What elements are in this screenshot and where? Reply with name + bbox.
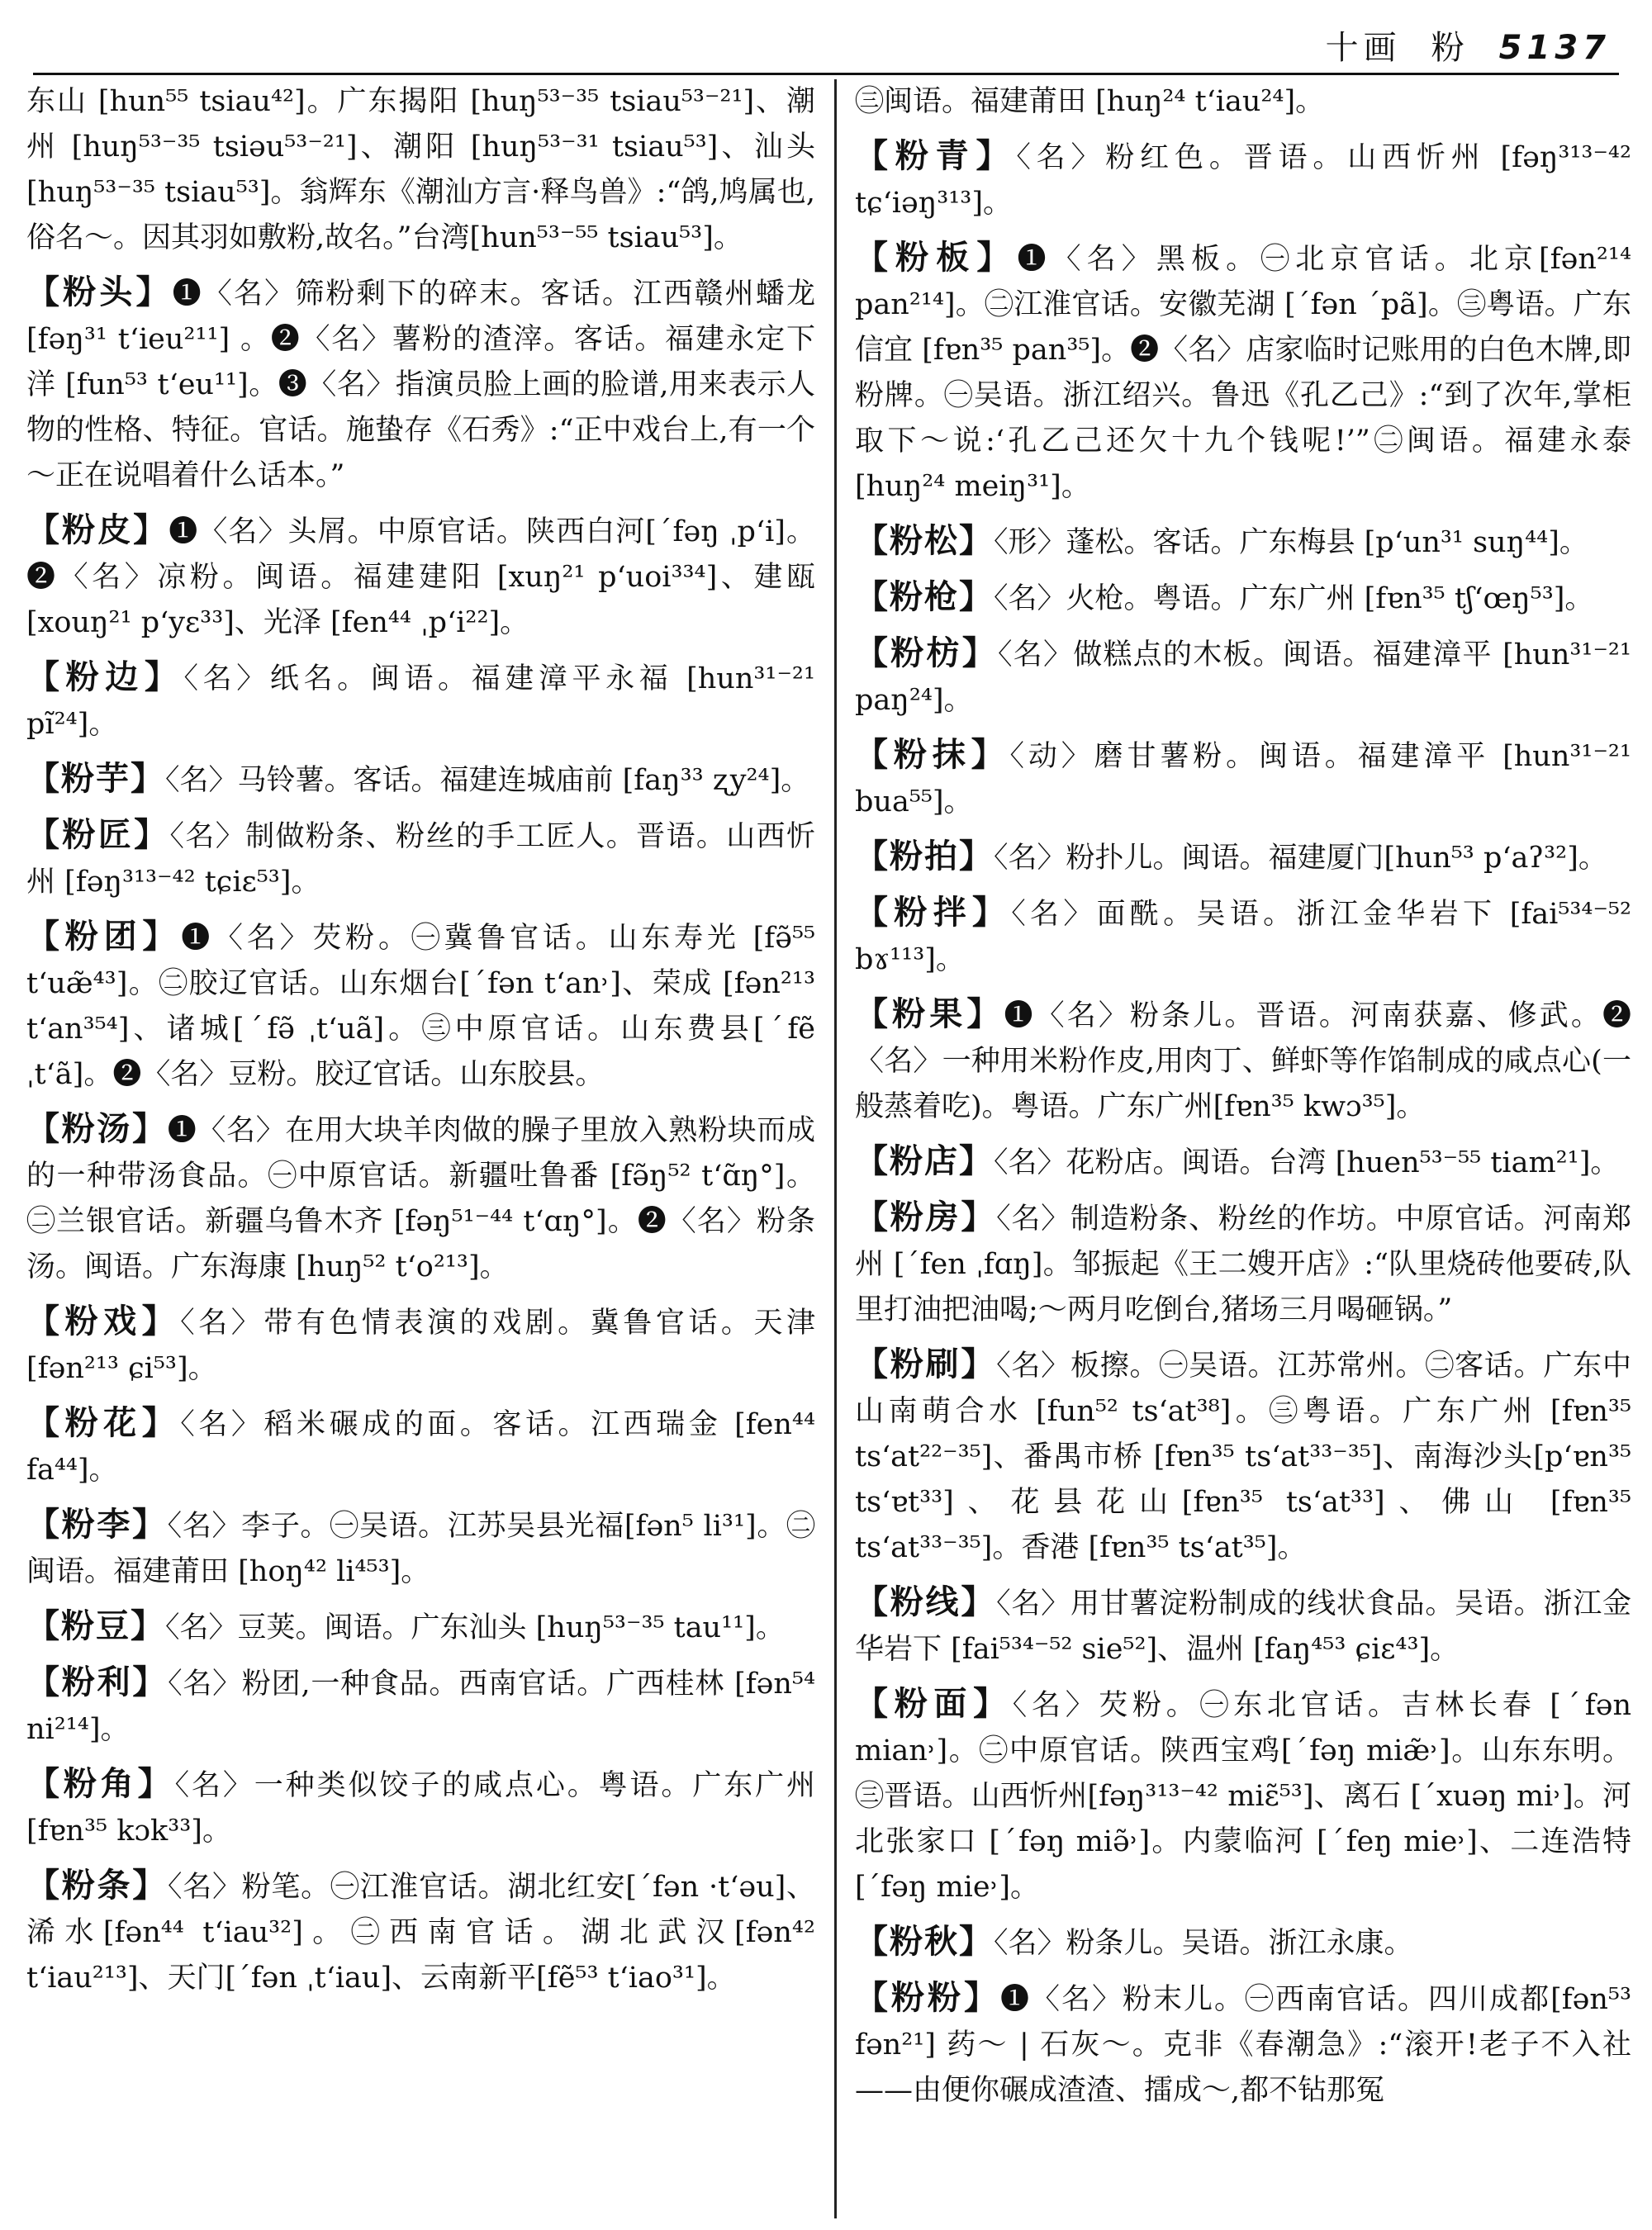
dictionary-entry <box>855 991 1631 1130</box>
entry-definition: ❶〈名〉黑板。㊀北京官话。北京[fən²¹⁴ pan²¹⁴]。㊁江淮官话。安徽芜湖 [ˊfən ˊpã]。㊂粤语。广东信宜 [fɐn³⁵ pan³⁵]。❷〈名〉店家临时记账用的白色木牌,即粉牌。㊀吴语。浙江绍兴。鲁迅《孔乙己》:“到了次年,掌柜取下～说:‘孔乙己还欠十九个钱呢!’”㊁闽语。福建永泰 [huŋ²⁴ meiŋ³¹]。 <box>855 243 1631 503</box>
entry-headword: 【粉面】 <box>855 1684 1013 1723</box>
entry-headword: 【粉松】 <box>855 521 994 560</box>
entry-definition: 〈名〉火枪。粤语。广东广州 [fɐn³⁵ tʃʻœŋ⁵³]。 <box>994 582 1594 615</box>
entry-headword: 【粉边】 <box>26 657 184 696</box>
entry-headword: 【粉房】 <box>855 1198 997 1236</box>
page-header <box>33 15 1619 75</box>
entry-headword: 【粉枪】 <box>855 577 994 616</box>
entry-definition: 〈名〉粉团,一种食品。西南官话。广西桂林 [fən⁵⁴ ni²¹⁴]。 <box>26 1668 815 1746</box>
entry-headword: 【粉花】 <box>26 1403 181 1442</box>
entry-definition: 〈名〉粉笔。㊀江淮官话。湖北红安[ˊfən ·tʻəu]、浠水[fən⁴⁴ tʻiau³²]。㊁西南官话。湖北武汉[fən⁴² tʻiau²¹³]、天门[ˊfən ˌtʻiau]、云南新平[fẽ⁵³ tʻiao³¹]。 <box>26 1871 815 1995</box>
dictionary-entry <box>26 1298 815 1392</box>
entry-headword: 【粉皮】 <box>26 510 169 549</box>
column-divider <box>834 79 837 2218</box>
dictionary-entry <box>855 1975 1631 2114</box>
entry-definition: 〈名〉芡粉。㊀东北官话。吉林长春 [ˊfən mian˒]。㊁中原官话。陕西宝鸡[ˊfəŋ miæ̃˒]。山东东明。㊂晋语。山西忻州[fəŋ³¹³⁻⁴² miɛ̃⁵³]、离石 [ˊxuəŋ mi˒]。河北张家口 [ˊfəŋ miə̃˒]。内蒙临河 [ˊfeŋ mie˒]、二连浩特[ˊfəŋ mie˒]。 <box>855 1689 1631 1904</box>
entry-headword: 【粉利】 <box>26 1663 169 1701</box>
entry-headword: 【粉秋】 <box>855 1922 994 1961</box>
entry-definition: 〈名〉带有色情表演的戏剧。冀鲁官话。天津 [fən²¹³ ɕi⁵³]。 <box>26 1307 815 1385</box>
dictionary-entry <box>855 133 1631 226</box>
entry-definition: ❶〈名〉芡粉。㊀冀鲁官话。山东寿光 [fə̃⁵⁵ tʻuæ̃⁴³]。㊁胶辽官话。山东烟台[ˊfən tʻan˒]、荣成 [fən²¹³ tʻan³⁵⁴]、诸城[ˊfə̃ ˌtʻuã]。㊂中原官话。山东费县[ˊfẽ ˌtʻã]。❷〈名〉豆粉。胶辽官话。山东胶县。 <box>26 922 815 1091</box>
entry-headword: 【粉匠】 <box>26 815 170 854</box>
entry-headword: 【粉团】 <box>26 917 182 956</box>
dictionary-entry <box>26 1502 815 1595</box>
dictionary-entry <box>26 1659 815 1753</box>
entry-definition: ❶〈名〉筛粉剩下的碎末。客话。江西赣州蟠龙 [fəŋ³¹ tʻieu²¹¹] 。❷〈名〉薯粉的渣滓。客话。福建永定下洋 [fun⁵³ tʻeu¹¹]。❸〈名〉指演员脸上画的脸谱,用来表示人物的性格、特征。官话。施蛰存《石秀》:“正中戏台上,有一个～正在说唱着什么话本。” <box>26 278 815 492</box>
entry-definition: 东山 [hun⁵⁵ tsiau⁴²]。广东揭阳 [huŋ⁵³⁻³⁵ tsiau⁵³⁻²¹]、潮州 [huŋ⁵³⁻³⁵ tsiəu⁵³⁻²¹]、潮阳 [huŋ⁵³⁻³¹ tsiau⁵³]、汕头[huŋ⁵³⁻³⁵ tsiau⁵³]。翁辉东《潮汕方言·释鸟兽》:“鸽,鸠属也,俗名～。因其羽如敷粉,故名。”台湾[hun⁵³⁻⁵⁵ tsiau⁵³]。 <box>26 85 815 254</box>
dictionary-entry <box>855 1681 1631 1910</box>
page-number: 5137 <box>1498 29 1611 67</box>
dictionary-entry <box>26 756 815 804</box>
dictionary-entry <box>26 79 815 261</box>
entry-definition: 〈名〉做糕点的木板。闽语。福建漳平 [hun³¹⁻²¹ paŋ²⁴]。 <box>855 638 1631 717</box>
dictionary-entry <box>26 913 815 1098</box>
entry-definition: 〈名〉板擦。㊀吴语。江苏常州。㊁客话。广东中山南萌合水 [fun⁵² tsʻat³⁸]。㊂粤语。广东广州 [fɐn³⁵ tsʻat²²⁻³⁵]、番禺市桥 [fɐn³⁵ tsʻat³³⁻³⁵]、南海沙头[pʻɐn³⁵ tsʻɐt³³]、花县花山[fɐn³⁵ tsʻat³³]、佛山 [fɐn³⁵ tsʻat³³⁻³⁵]。香港 [fɐn³⁵ tsʻat³⁵]。 <box>855 1350 1631 1564</box>
dictionary-entry <box>855 1341 1631 1571</box>
entry-definition: 〈名〉粉条儿。吴语。浙江永康。 <box>994 1927 1413 1960</box>
head-character: 粉 <box>1431 29 1469 67</box>
entry-headword: 【粉头】 <box>26 273 173 311</box>
entry-definition: ❶〈名〉头屑。中原官话。陕西白河[ˊfəŋ ˌpʻi]。❷〈名〉凉粉。闽语。福建建阳 [xuŋ²¹ pʻuoi³³⁴]、建瓯 [xouŋ²¹ pʻyɛ³³]、光泽 [fen⁴⁴ ˌpʻi²²]。 <box>26 515 815 639</box>
entry-headword: 【粉汤】 <box>26 1109 168 1148</box>
entry-definition: 〈形〉蓬松。客话。广东梅县 [pʻun³¹ suŋ⁴⁴]。 <box>994 526 1588 559</box>
entry-definition: 〈名〉用甘薯淀粉制成的线状食品。吴语。浙江金华岩下 [fai⁵³⁴⁻⁵² sie⁵²]、温州 [faŋ⁴⁵³ ɕiɛ⁴³]。 <box>855 1587 1631 1666</box>
entry-definition: 〈名〉李子。㊀吴语。江苏吴县光福[fən⁵ li³¹]。㊁闽语。福建莆田 [hoŋ⁴² li⁴⁵³]。 <box>26 1510 815 1588</box>
entry-definition: 〈名〉粉扑儿。闽语。福建厦门[hun⁵³ pʻaʔ³²]。 <box>994 842 1607 875</box>
entry-headword: 【粉条】 <box>26 1866 168 1905</box>
dictionary-entry <box>26 1862 815 2001</box>
entry-definition: 〈名〉制造粉条、粉丝的作坊。中原官话。河南郑州 [ˊfen ˌfɑŋ]。邹振起《王二嫂开店》:“队里烧砖他要砖,队里打油把油喝;～两月吃倒台,猪场三月喝砸锅。” <box>855 1203 1631 1326</box>
dictionary-entry <box>26 1761 815 1854</box>
dictionary-entry <box>855 732 1631 825</box>
entry-definition: ❶〈名〉粉条儿。晋语。河南获嘉、修武。❷〈名〉一种用米粉作皮,用肉丁、鲜虾等作馅制成的咸点心(一般蒸着吃)。粤语。广东广州[fɐn³⁵ kwɔ³⁵]。 <box>855 999 1631 1123</box>
entry-headword: 【粉拌】 <box>855 893 1012 932</box>
entry-headword: 【粉青】 <box>855 136 1017 175</box>
entry-definition: ㊂闽语。福建莆田 [huŋ²⁴ tʻiau²⁴]。 <box>855 85 1325 118</box>
dictionary-entry <box>855 1194 1631 1333</box>
entry-headword: 【粉抹】 <box>855 735 1010 774</box>
entry-headword: 【粉枋】 <box>855 633 998 672</box>
dictionary-entry <box>26 812 815 905</box>
entry-definition: ❶〈名〉在用大块羊肉做的臊子里放入熟粉块而成的一种带汤食品。㊀中原官话。新疆吐鲁番 [fə̃ŋ⁵² tʻɑ̃ŋ°]。㊁兰银官话。新疆乌鲁木齐 [fəŋ⁵¹⁻⁴⁴ tʻɑŋ°]。❷〈名〉粉条汤。闽语。广东海康 [huŋ⁵² tʻo²¹³]。 <box>26 1114 815 1283</box>
entry-headword: 【粉角】 <box>26 1764 175 1803</box>
dictionary-entry <box>855 630 1631 724</box>
entry-definition: 〈名〉豆荚。闽语。广东汕头 [huŋ⁵³⁻³⁵ tau¹¹]。 <box>165 1611 785 1644</box>
dictionary-entry <box>26 1603 815 1651</box>
entry-definition: 〈名〉马铃薯。客话。福建连城庙前 [faŋ³³ ʐy²⁴]。 <box>165 764 810 797</box>
entry-headword: 【粉拍】 <box>855 837 994 875</box>
entry-definition: ❶〈名〉粉末儿。㊀西南官话。四川成都[fən⁵³ fən²¹] 药～ | 石灰～。克非《春潮急》:“滚开!老子不入社——由便你碾成渣渣、擂成～,都不钻那冤 <box>855 1983 1631 2107</box>
entry-headword: 【粉店】 <box>855 1141 994 1180</box>
running-head <box>1296 21 1611 69</box>
dictionary-entry <box>855 518 1631 566</box>
entry-definition: 〈名〉制做粉条、粉丝的手工匠人。晋语。山西忻州 [fəŋ³¹³⁻⁴² tɕiɛ⁵³]。 <box>26 820 815 899</box>
entry-headword: 【粉豆】 <box>26 1606 165 1645</box>
dictionary-entry <box>26 1400 815 1493</box>
right-column <box>855 79 1631 2218</box>
entry-definition: 〈动〉磨甘薯粉。闽语。福建漳平 [hun³¹⁻²¹ bua⁵⁵]。 <box>855 740 1631 818</box>
dictionary-entry <box>855 890 1631 983</box>
dictionary-entry <box>855 574 1631 622</box>
entry-definition: 〈名〉稻米碾成的面。客话。江西瑞金 [fen⁴⁴ fa⁴⁴]。 <box>26 1408 815 1487</box>
dictionary-entry <box>855 1579 1631 1672</box>
dictionary-entry <box>26 507 815 646</box>
stroke-count: 十画 <box>1325 29 1402 67</box>
dictionary-entry <box>855 1919 1631 1967</box>
entry-definition: 〈名〉面酰。吴语。浙江金华岩下 [fai⁵³⁴⁻⁵² bɤ¹¹³]。 <box>855 898 1631 976</box>
entry-headword: 【粉刷】 <box>855 1345 997 1383</box>
dictionary-entry <box>855 235 1631 510</box>
entry-definition: 〈名〉纸名。闽语。福建漳平永福 [hun³¹⁻²¹ pĩ²⁴]。 <box>26 662 815 741</box>
entry-headword: 【粉李】 <box>26 1505 168 1544</box>
entry-headword: 【粉戏】 <box>26 1302 181 1340</box>
left-column <box>26 79 815 2218</box>
entry-headword: 【粉板】 <box>855 238 1018 277</box>
entry-headword: 【粉芋】 <box>26 759 165 798</box>
entry-definition: 〈名〉花粉店。闽语。台湾 [huen⁵³⁻⁵⁵ tiam²¹]。 <box>994 1146 1620 1179</box>
dictionary-entry <box>26 1106 815 1290</box>
entry-headword: 【粉线】 <box>855 1582 997 1621</box>
dictionary-entry <box>26 269 815 499</box>
dictionary-entry <box>26 654 815 747</box>
dictionary-entry <box>855 1138 1631 1186</box>
entry-headword: 【粉果】 <box>855 994 1004 1033</box>
entry-definition: 〈名〉粉红色。晋语。山西忻州 [fəŋ³¹³⁻⁴² tɕʻiəŋ³¹³]。 <box>855 141 1631 220</box>
entry-headword: 【粉粉】 <box>855 1978 1001 2017</box>
entry-definition: 〈名〉一种类似饺子的咸点心。粤语。广东广州 [fɐn³⁵ kɔk³³]。 <box>26 1769 815 1848</box>
dictionary-entry <box>855 79 1631 125</box>
dictionary-entry <box>855 833 1631 881</box>
